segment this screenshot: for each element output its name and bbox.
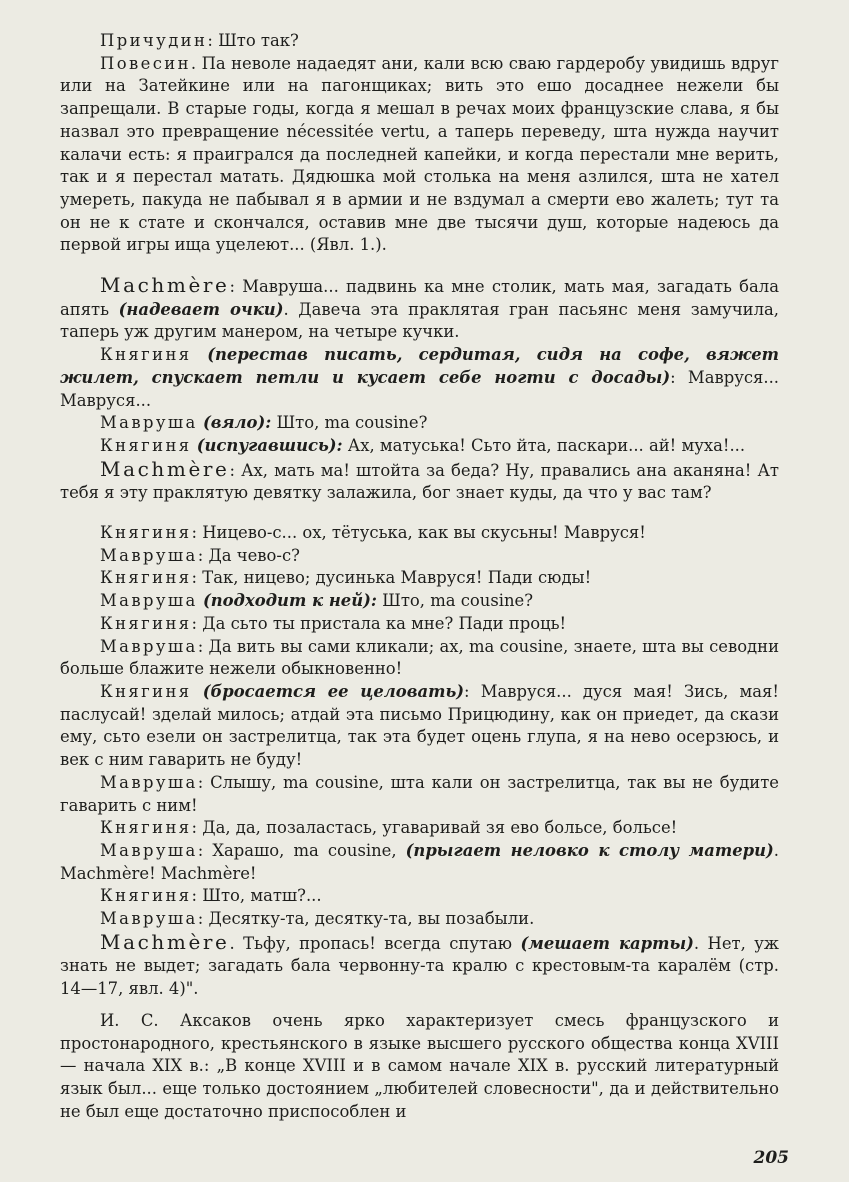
text-paragraph [60,1010,779,1124]
stage-direction: (испугавшись): [196,435,343,455]
speaker-name: Мавруша [100,909,198,929]
text-run: Ах, матуська! Сьто йта, паскари... ай! муха!... [342,435,746,455]
speaker-name: Мавруша [100,591,198,611]
text-paragraph [60,53,779,257]
speaker-name: Мавруша [100,772,198,792]
text-run: : Десятку-та, десятку-та, вы позабыли. [197,909,535,929]
text-run: . Давеча эта праклятая гран пасьянс меня замучила, таперь уж другим манером, на четыре кучки. [60,299,779,342]
text-run: Што, ma cousine? [271,413,428,433]
text-paragraph [60,931,779,1001]
text-paragraph [60,772,779,817]
speaker-name: Княгиня [100,681,192,701]
speaker-name: Княгиня [100,435,192,455]
text-run [192,345,208,364]
page-body-text [60,30,779,1123]
text-paragraph [60,458,779,505]
text-run [192,682,203,701]
text-paragraph [60,817,779,840]
text-paragraph [60,681,779,772]
stage-direction: (прыгает неловко к столу матери) [405,840,774,860]
text-paragraph [60,590,779,613]
text-run: : Ницево-с... ох, тётуська, как вы скусьны! Мавруся! [191,523,646,543]
stage-direction: (подходит к ней): [202,591,377,611]
text-paragraph [60,840,779,885]
text-run: : Да вить вы сами кликали; ах, ma cousine, знаете, шта вы севодни больше блажите нежели обыкновенно! [60,636,779,679]
text-run: : Слышу, ma cousine, шта кали он застрелитца, так вы не будите гаварить с ним! [60,772,779,815]
speaker-name: Княгиня [100,818,192,838]
text-run: : Харашо, ma cousine, [197,840,406,860]
text-run: . Тьфу, пропась! всегда спутаю [229,933,521,953]
stage-direction: (перестав писать, сердитая, сидя на софе, вяжет жилет, спускает петли и кусает себе ногти с досады) [60,345,779,387]
text-paragraph [60,908,779,931]
stage-direction: (надевает очки) [118,299,284,319]
text-paragraph [60,636,779,681]
speaker-name: Княгиня [100,886,192,906]
speaker-name: Мавруша [100,840,198,860]
speaker-name: Мавруша [100,545,198,565]
text-paragraph [60,545,779,568]
text-run: : Мавруша... падвинь ка мне столик, мать мая, загадать бала апять [60,277,779,319]
text-run: : Што, матш?... [191,886,322,906]
text-run: . Machmère! Machmère! [60,840,779,883]
text-paragraph [60,274,779,344]
speaker-name: Machmère [100,456,230,481]
speaker-name: Княгиня [100,568,192,588]
text-paragraph [60,435,779,458]
speaker-name: Княгиня [100,345,192,365]
text-paragraph [60,412,779,435]
speaker-name: Княгиня [100,613,192,633]
text-paragraph [60,30,779,53]
speaker-name: Мавруша [100,636,198,656]
text-run: : Што так? [207,31,299,50]
speaker-name: Мавруша [100,413,198,433]
text-paragraph [60,885,779,908]
speaker-name: Повесин [100,53,191,73]
speaker-name: Княгиня [100,523,192,543]
text-paragraph [60,522,779,545]
text-run: И. С. Аксаков очень ярко характеризует смесь французского и простонародного, крестьянского в языке высшего русского общества конца XVIII — начала XIX в.: „В конце XVIII и в самом начале XIX в. русский литературный язык был... еще только достоянием „любителей словесности", да и действительно не был еще достаточно приспособлен и [60,1010,779,1121]
text-run: : Так, ницево; дусинька Мавруся! Пади сюды! [191,568,592,588]
text-paragraph [60,567,779,590]
text-run: : Ах, мать ма! штойта за беда? Ну, правались ана аканяна! Ат тебя я эту праклятую девятку залажила, бог знает куды, да что у вас там? [60,460,779,503]
text-paragraph [60,613,779,636]
text-run: . Па неволе надаедят ани, кали всю сваю гардеробу увидишь вдруг или на Затейкине или на пагонщиках; вить это ешо досаднее нежели бы запрещали. В старые годы, когда я мешал в речах моих французские слава, я бы назвал это превращение nécessitée vertu, а таперь переведу, шта нужда научит калачи есть: я праигрался да последней капейки, и когда перестали мне верить, так и я перестал матать. Дядюшка мой столька на меня азлился, шта не хател умереть, пакуда не пабывал я в армии и не вздумал а смерти ево жалеть; тут та он не к стате и скончался, оставив мне две тысячи душ, которые надеюсь да первой игры ища уцелеют... (Явл. 1.). [60,53,779,255]
text-run: Што, ma cousine? [376,591,534,611]
text-run: : Да, да, позаластась, угаваривай зя ево больсе, больсе! [191,818,678,838]
stage-direction: (вяло): [202,413,272,433]
speaker-name: Machmère [100,273,230,298]
speaker-name: Причудин [100,31,208,50]
text-run: . Нет, уж знать не выдет; загадать бала червонну-та кралю с крестовым-та каралём (стр. 14—17, явл. 4)". [60,933,779,999]
speaker-name: Machmère [100,929,230,954]
text-run: : Да сьто ты пристала ка мне? Пади проць! [191,613,567,633]
stage-direction: (бросается ее целовать) [202,681,465,701]
text-run: : Мавруся... Мавруся... [60,367,779,410]
page-number: 205 [753,1148,789,1168]
text-run: : Да чево-с? [197,545,300,565]
text-paragraph [60,344,779,412]
text-run: : Мавруся... дуся мая! Зись, мая! паслусай! зделай милось; атдай эта письмо Прицюдину, как он приедет, да скази ему, сьто езели он застрелитца, так эта будет оцень глупа, я на нево осерзюсь, и век с ним гаварить не буду! [60,681,779,770]
stage-direction: (мешает карты) [520,933,694,953]
